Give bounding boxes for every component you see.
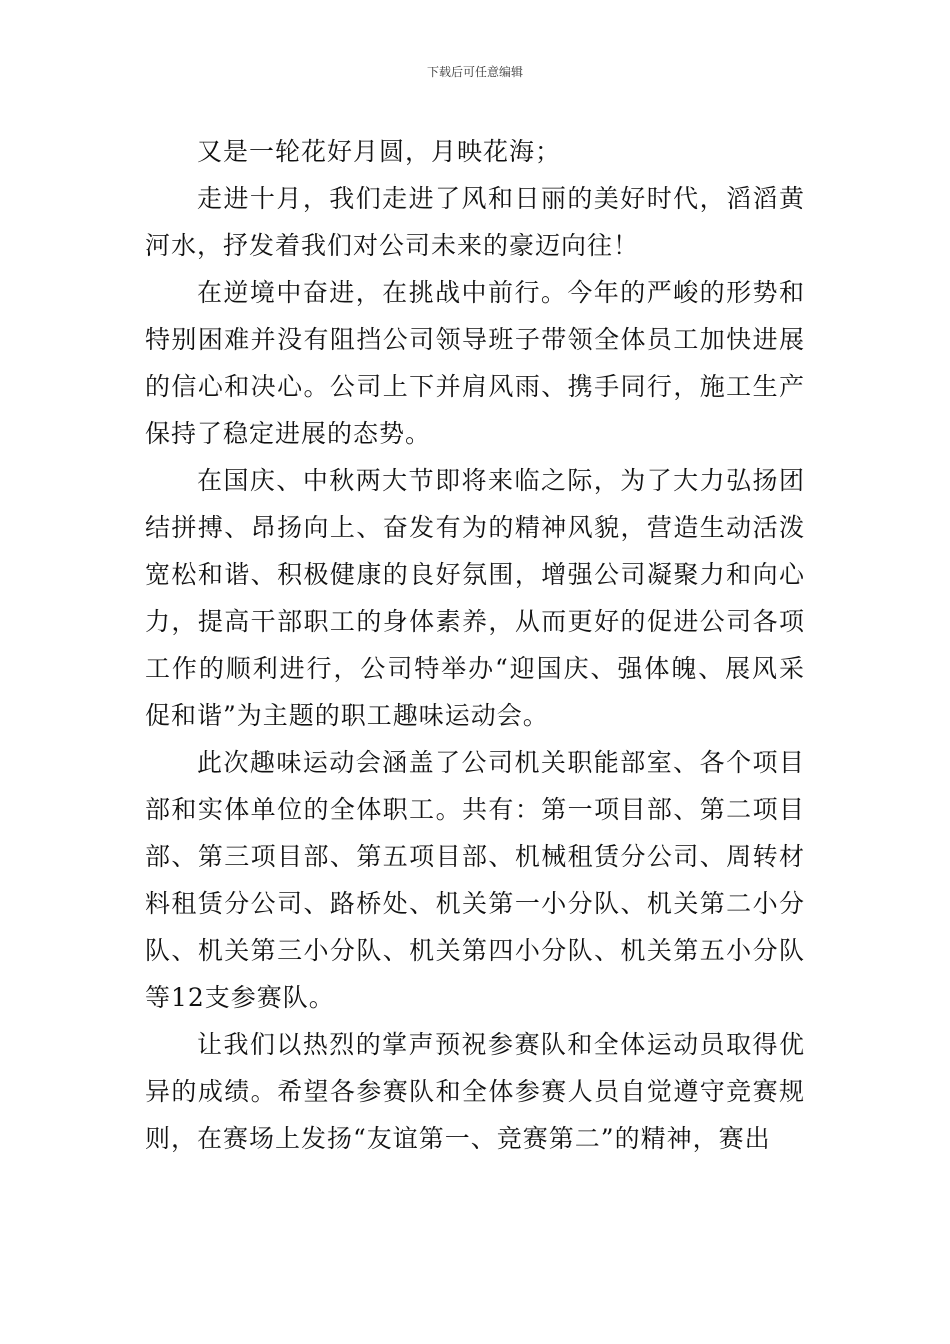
paragraph-1: 又是一轮花好月圆，月映花海； (197, 137, 562, 166)
paragraph-6: 让我们以热烈的掌声预祝参赛队和全体运动员取得优异的成绩。希望各参赛队和全体参赛人员自觉遵守竞赛规则，在赛场上发扬“友谊第一、竞赛第二”的精神，赛出 (145, 1030, 805, 1153)
paragraph-5: 此次趣味运动会涵盖了公司机关职能部室、各个项目部和实体单位的全体职工。共有：第一项目部、第二项目部、第三项目部、第五项目部、机械租赁分公司、周转材料租赁分公司、路桥处、机关第一小分队、机关第二小分队、机关第三小分队、机关第四小分队、机关第五小分队等12支参赛队。 (145, 748, 805, 1012)
page-header-note: 下载后可任意编辑 (426, 65, 523, 79)
paragraph-3: 在逆境中奋进，在挑战中前行。今年的严峻的形势和特别困难并没有阻挡公司领导班子带领全体员工加快进展的信心和决心。公司上下并肩风雨、携手同行，施工生产保持了稳定进展的态势。 (145, 278, 805, 448)
document-body (145, 128, 805, 1162)
paragraph-2: 走进十月，我们走进了风和日丽的美好时代，滔滔黄河水，抒发着我们对公司未来的豪迈向往！ (145, 184, 805, 260)
paragraph-4: 在国庆、中秋两大节即将来临之际，为了大力弘扬团结拼搏、昂扬向上、奋发有为的精神风貌，营造生动活泼宽松和谐、积极健康的良好氛围，增强公司凝聚力和向心力，提高干部职工的身体素养，从而更好的促进公司各项工作的顺利进行，公司特举办“迎国庆、强体魄、展风采促和谐”为主题的职工趣味运动会。 (145, 466, 805, 730)
